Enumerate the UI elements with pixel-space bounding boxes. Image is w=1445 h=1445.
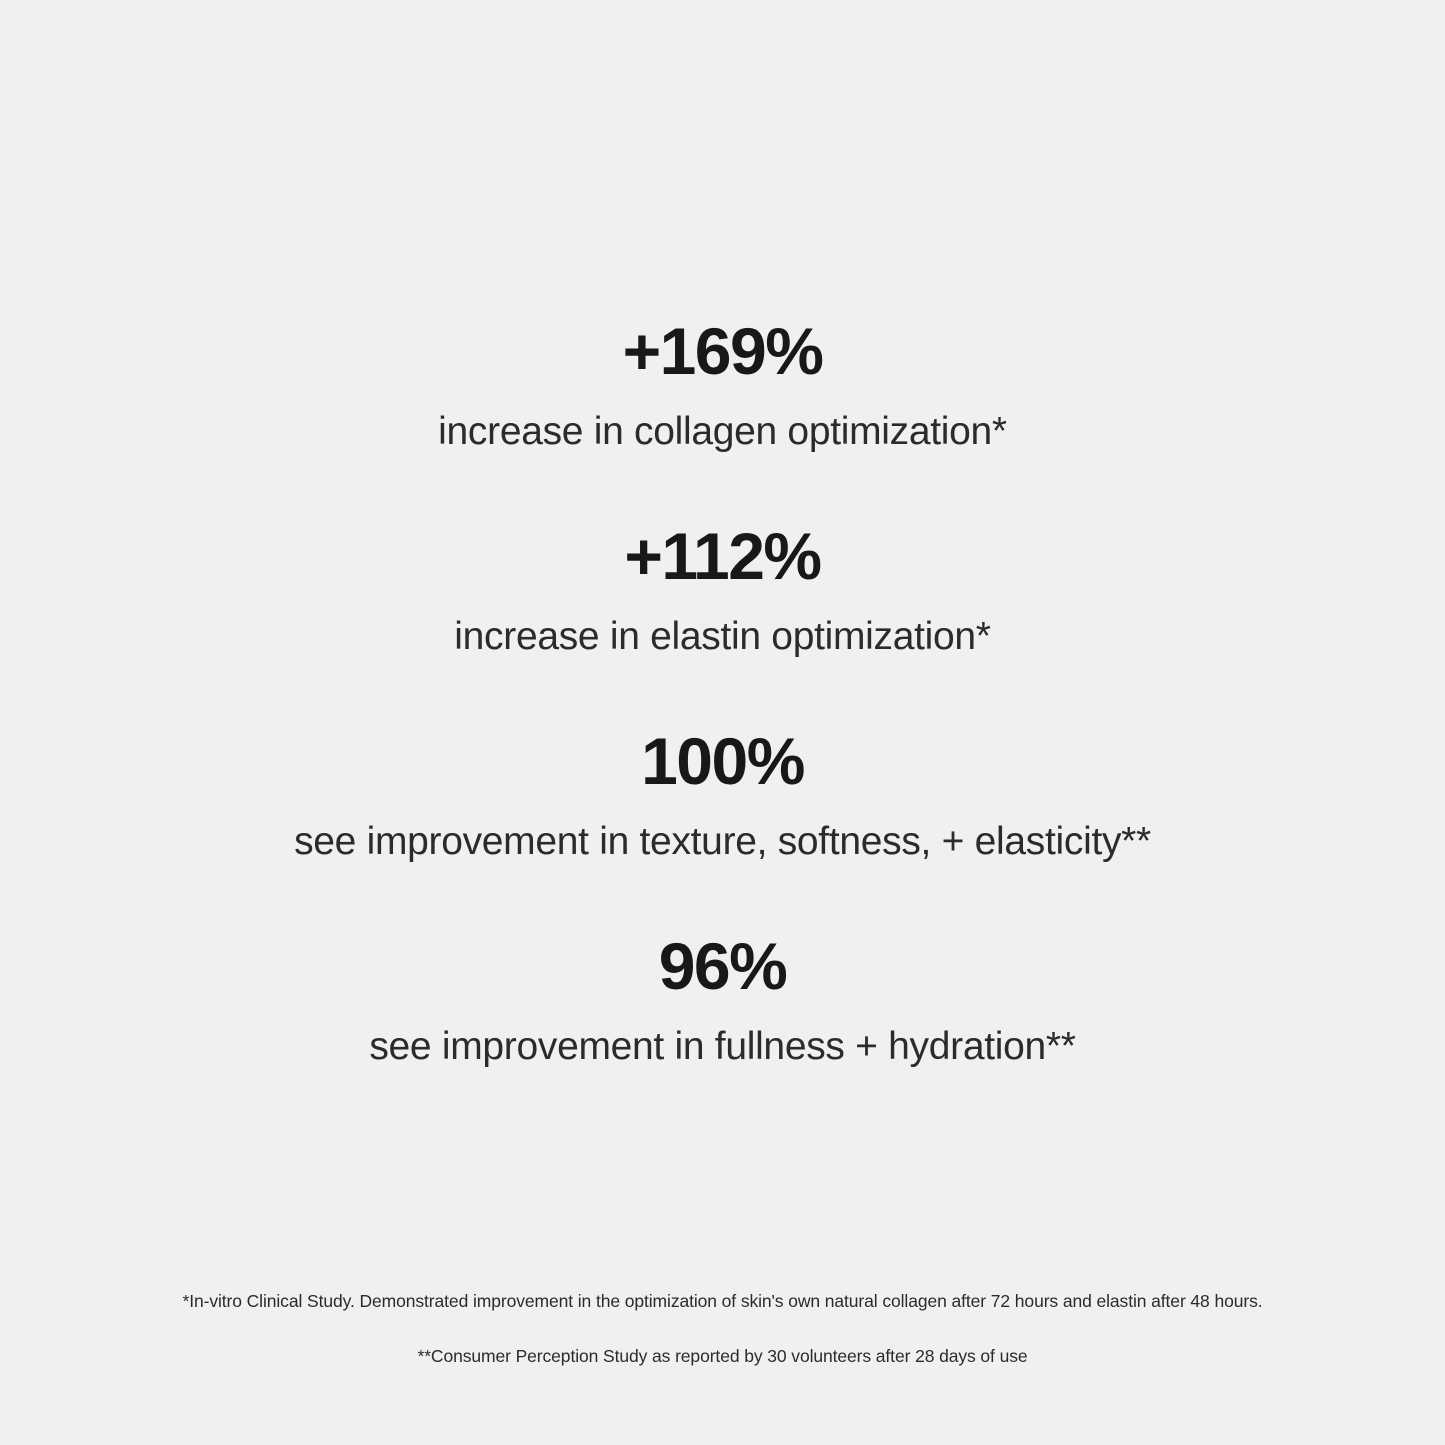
stat-item-texture bbox=[0, 723, 1445, 865]
stat-label-fullness: see improvement in fullness + hydration** bbox=[369, 1024, 1076, 1068]
footnote-consumer-study: **Consumer Perception Study as reported by 30 volunteers after 28 days of use bbox=[417, 1345, 1028, 1366]
stat-label-collagen: increase in collagen optimization* bbox=[438, 410, 1007, 453]
stat-value-fullness: 96% bbox=[658, 928, 787, 1003]
stat-label-elastin: increase in elastin optimization* bbox=[454, 614, 991, 658]
stat-item-elastin bbox=[0, 518, 1445, 660]
stat-item-collagen bbox=[0, 314, 1445, 455]
stats-list bbox=[0, 314, 1445, 1069]
footnote-clinical-study: *In-vitro Clinical Study. Demonstrated improvement in the optimization of skin's own natural collagen after 72 hours and elastin after 48 hours. bbox=[182, 1291, 1263, 1311]
stat-value-collagen: +169% bbox=[622, 314, 823, 388]
stat-value-elastin: +112% bbox=[624, 518, 821, 593]
footnotes bbox=[0, 1290, 1445, 1368]
stat-label-texture: see improvement in texture, softness, + elasticity** bbox=[294, 819, 1151, 863]
stat-item-fullness bbox=[0, 928, 1445, 1070]
stat-value-texture: 100% bbox=[641, 723, 804, 798]
